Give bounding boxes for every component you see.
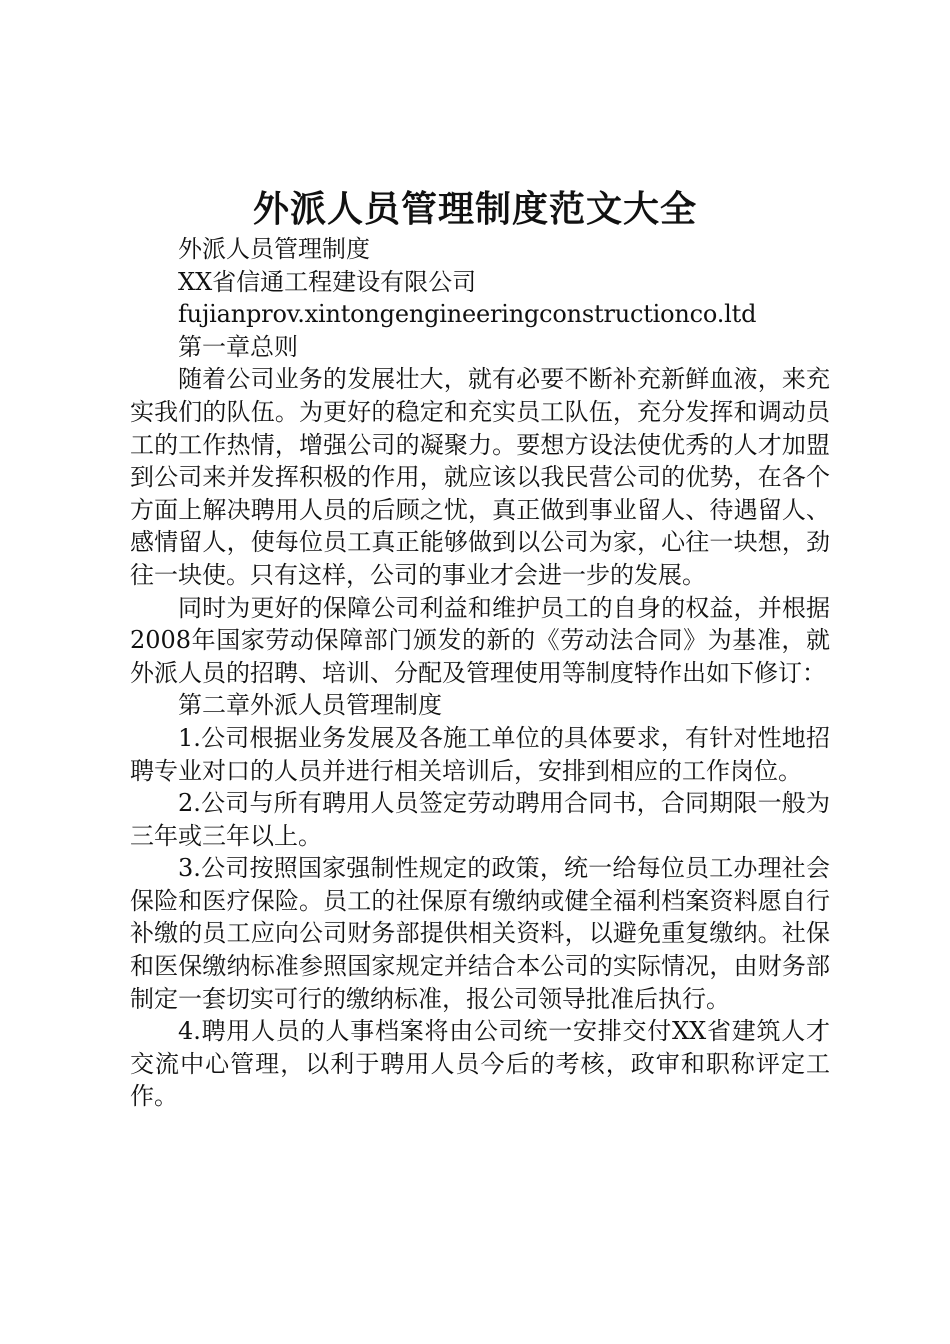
chapter-heading-2: 第二章外派人员管理制度	[178, 691, 442, 720]
company-name: XX省信通工程建设有限公司	[178, 267, 477, 296]
numbered-item: 1.公司根据业务发展及各施工单位的具体要求，有针对性地招聘专业对口的人员并进行相关培训后，安排到相应的工作岗位。	[130, 723, 830, 785]
chapter-heading-1: 第一章总则	[178, 332, 298, 361]
numbered-item: 2.公司与所有聘用人员签定劳动聘用合同书，合同期限一般为三年或三年以上。	[130, 789, 830, 850]
document-title: 外派人员管理制度范文大全	[252, 188, 697, 230]
numbered-item: 4.聘用人员的人事档案将由公司统一安排交付XX省建筑人才交流中心管理，以利于聘用人员今后的考核，政审和职称评定工作。	[130, 1017, 830, 1111]
numbered-item: 3.公司按照国家强制性规定的政策，统一给每位员工办理社会保险和医疗保险。员工的社保原有缴纳或健全福利档案资料愿自行补缴的员工应向公司财务部提供相关资料，以避免重复缴纳。社保和医保缴纳标准参照国家规定并结合本公司的实际情况，由财务部制定一套切实可行的缴纳标准，报公司领导批准后执行。	[130, 854, 830, 1013]
body-paragraph: 同时为更好的保障公司利益和维护员工的自身的权益，并根据2008年国家劳动保障部门颁发的新的《劳动法合同》为基准，就外派人员的招聘、培训、分配及管理使用等制度特作出如下修订：	[130, 593, 830, 687]
document-body	[130, 233, 830, 1113]
doc-subtitle: 外派人员管理制度	[178, 235, 370, 263]
body-paragraph: 随着公司业务的发展壮大，就有必要不断补充新鲜血液，来充实我们的队伍。为更好的稳定和充实员工队伍，充分发挥和调动员工的工作热情，增强公司的凝聚力。要想方设法使优秀的人才加盟到公司来并发挥积极的作用，就应该以我民营公司的优势，在各个方面上解决聘用人员的后顾之忧，真正做到事业留人、待遇留人、感情留人，使每位员工真正能够做到以公司为家，心往一块想，劲往一块使。只有这样，公司的事业才会进一步的发展。	[130, 365, 830, 589]
company-english-name: fujianprov.xintongengineeringconstructionco.ltd	[178, 300, 757, 329]
